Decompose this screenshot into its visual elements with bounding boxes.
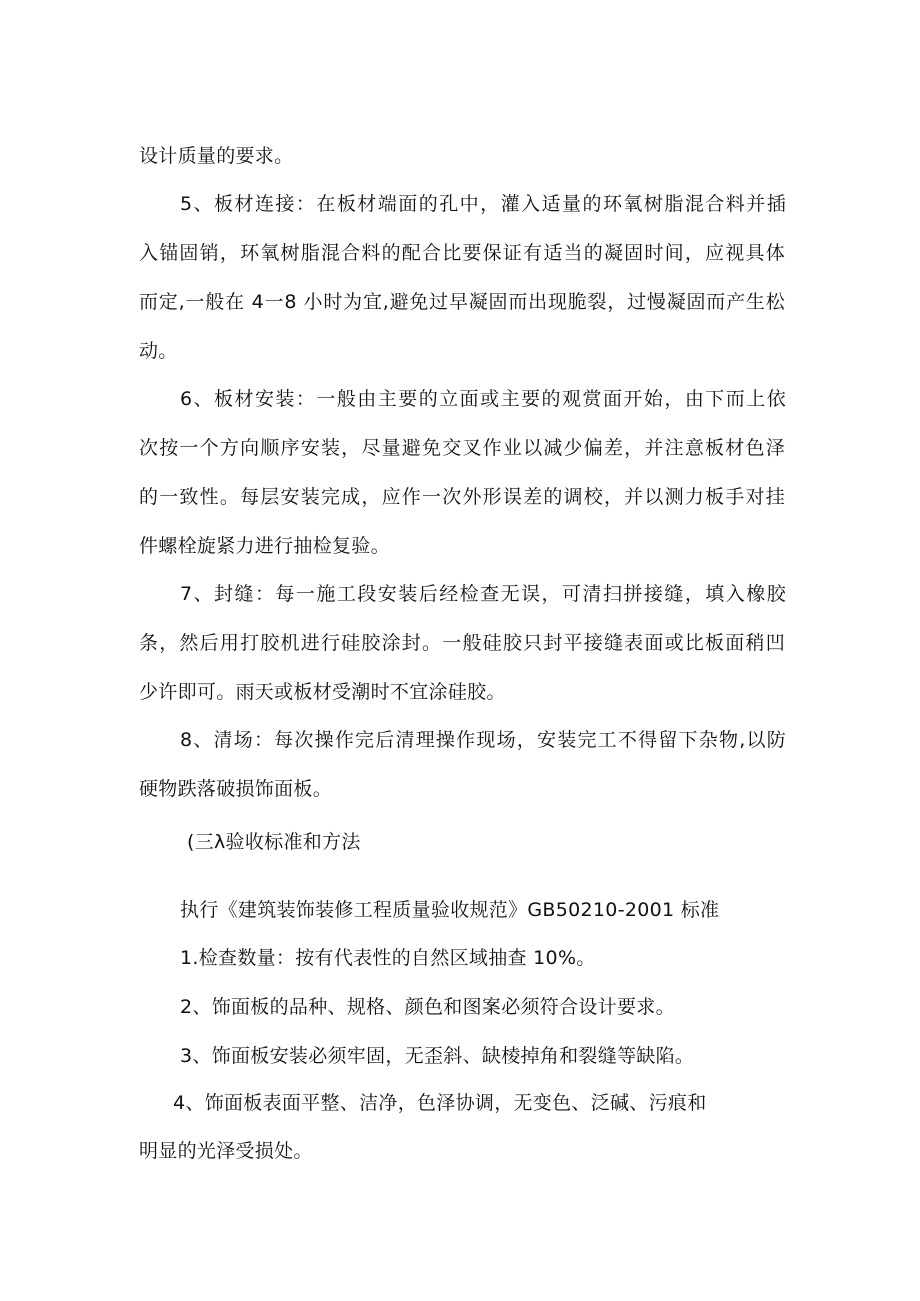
item-5-line-3: 而定,一般在 4一8 小时为宜,避免过早凝固而出现脆裂，过慢凝固而产生松 <box>139 291 785 313</box>
item-7-line-2: 条，然后用打胶机进行硅胶涂封。一般硅胶只封平接缝表面或比板面稍凹 <box>139 632 785 654</box>
item-6-line-1: 6、板材安装：一般由主要的立面或主要的观赏面开始，由下而上依 <box>180 388 786 410</box>
criteria-1: 1.检查数量：按有代表性的自然区域抽查 10%。 <box>180 947 596 969</box>
item-8-line-2: 硬物跌落破损饰面板。 <box>139 778 333 800</box>
item-7-line-1: 7、封缝：每一施工段安装后经检查无误，可清扫拼接缝，填入橡胶 <box>180 583 786 605</box>
criteria-4-line-1: 4、饰面板表面平整、洁净，色泽协调，无变色、泛碱、污痕和 <box>173 1092 707 1114</box>
item-8-line-1: 8、清场：每次操作完后清理操作现场，安装完工不得留下杂物,以防 <box>180 729 786 751</box>
item-5-line-2: 入锚固销，环氧树脂混合料的配合比要保证有适当的凝固时间，应视具体 <box>139 242 785 264</box>
criteria-3: 3、饰面板安装必须牢固，无歪斜、缺棱掉角和裂缝等缺陷。 <box>180 1045 695 1067</box>
item-5-line-4: 动。 <box>139 340 178 362</box>
item-6-line-4: 件螺栓旋紧力进行抽检复验。 <box>139 535 390 557</box>
item-7-line-3: 少许即可。雨天或板材受潮时不宜涂硅胶。 <box>139 681 506 703</box>
criteria-4-line-2: 明显的光泽受损处。 <box>139 1140 313 1162</box>
standard-reference: 执行《建筑装饰装修工程质量验收规范》GB50210-2001 标准 <box>180 899 720 921</box>
section-heading: (三λ验收标准和方法 <box>187 831 361 853</box>
item-6-line-3: 的一致性。每层安装完成，应作一次外形误差的调校，并以测力板手对挂 <box>139 486 785 508</box>
item-5-line-1: 5、板材连接：在板材端面的孔中，灌入适量的环氧树脂混合料并插 <box>180 193 786 215</box>
text-line-continuation: 设计质量的要求。 <box>139 145 294 167</box>
item-6-line-2: 次按一个方向顺序安装，尽量避免交叉作业以减少偏差，并注意板材色泽 <box>139 437 785 459</box>
criteria-2: 2、饰面板的品种、规格、颜色和图案必须符合设计要求。 <box>180 996 675 1018</box>
